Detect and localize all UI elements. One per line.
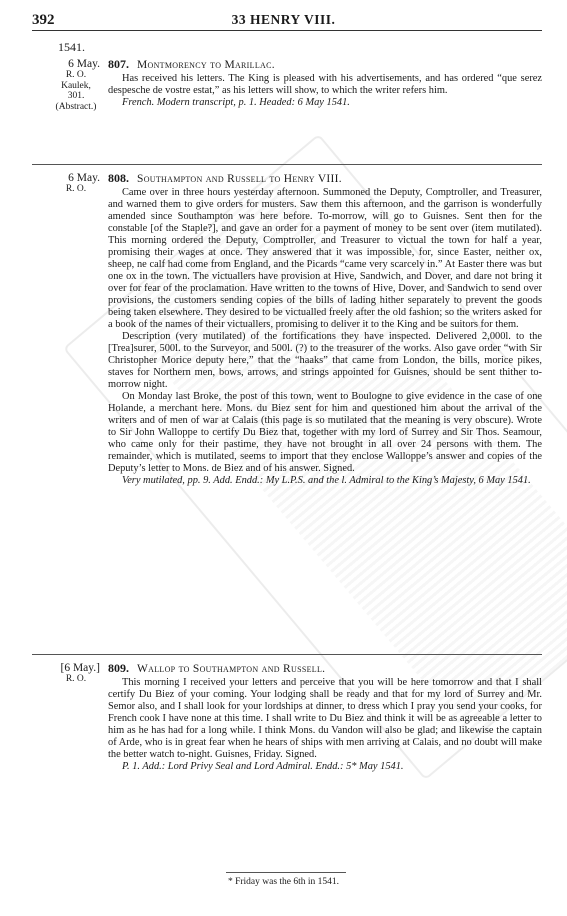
entry-margin: [32, 58, 100, 112]
entry-source-ref: R. O.: [65, 70, 87, 80]
entry-source-ref: R. O.: [65, 184, 87, 194]
entry-date: [6 May.]: [60, 662, 100, 674]
entry-margin: [32, 172, 100, 195]
footnote-rule: [226, 872, 346, 873]
entry-number: 807.: [108, 57, 129, 71]
entry-title: [108, 58, 542, 71]
entry-source-ref: (Abstract.): [55, 101, 97, 112]
entry-heading: Southampton and Russell to Henry VIII.: [137, 173, 342, 185]
entry-date: 6 May.: [68, 172, 100, 184]
entry-body: [108, 58, 542, 109]
entry-source-ref: Kaulek, 301.: [61, 80, 91, 101]
year-label: 1541.: [58, 40, 85, 54]
page-header: [0, 6, 567, 28]
entry-margin: [32, 662, 100, 685]
header-rule: [32, 30, 542, 31]
entry-separator: [32, 654, 542, 655]
entry-paragraph: This morning I received your letters and perceive that you will be here tomorrow and that I shall certify Du Biez of your coming. Your lodging shall be ready and that for my lord of Surrey and Mr. Semor also, and I shall look for your lordships at dinner, to dress which I pray you send your cooks, for French cook I have none at this time. I shall write to Du Biez and think it will be as agreeable a letter to him as he has had for a long while. I think Mons. du Vandon will also be glad; and likewise the captain of Arde, who is in great fear when he hears of ships with men arriving at Calais, and no doubt will make the better watch to-night. Guisnes, Friday. Signed.: [108, 677, 542, 760]
entry-title: [108, 662, 542, 675]
entry-paragraph: Came over in three hours yesterday afternoon. Summoned the Deputy, Comptroller, and Treasurer, and warned them to give orders for musters. Saw them this afternoon, and the garrison is wonderfully amended since Southampton was here before. To-morrow, will go to Guisnes. Sent then for the constable [of the Staple?], and gave an order for a payment of money to be sent over (item mutilated). This morning ordered the Deputy, Comptroller, and Treasurer to victual the town for half a year, promising their wages at once. They answered that it was impossible, for, since Easter, neither ox, sheep, ne calf had come from England, and the Picards “came very scarcely in.” At Easter there was but one ox in the town. The victuallers have provision at Hive, Sandwich, and Dover, and dare not bring it over for fear of the proclamation. Have written to the towns of Hive, Dover, and Sandwich to send over provisions, the customers sending copies of the bills of lading hither separately to prevent the goods being taken elsewhere. They desired to be victualled freely after the old fashion; so the writers asked for a book of the names of their victuallers, promising to deliver it to the King and be suitors for them.: [108, 187, 542, 330]
entry-source-line: French. Modern transcript, p. 1. Headed: 6 May 1541.: [122, 97, 350, 108]
entry-heading: Montmorency to Marillac.: [137, 59, 275, 71]
entry-source-line: P. 1. Add.: Lord Privy Seal and Lord Admiral. Endd.: 5* May 1541.: [122, 761, 404, 772]
entry-date: 6 May.: [68, 58, 100, 70]
entry-number: 809.: [108, 661, 129, 675]
entry-paragraph: Has received his letters. The King is pleased with his advertisements, and has ordered “que serez despesche de vostre estat,” as his letters will show, to which the writer refers him.: [108, 73, 542, 96]
entry-number: 808.: [108, 171, 129, 185]
entry-paragraph: Description (very mutilated) of the fortifications they have inspected. Delivered 2,000l. to the [Trea]surer, 500l. to the Surveyor, and 500l. (?) to the treasurer of the works. Also gave order “with Sir Christopher Morice deputy here,” that the “haaks” that came from London, the bills, morice pikes, staves for Northern men, bows, arrows, and strings appointed for Guisnes, should be sent thither to-morrow night.: [108, 331, 542, 390]
entry-heading: Wallop to Southampton and Russell.: [137, 663, 326, 675]
entry-body: [108, 172, 542, 487]
entry-source-ref: R. O.: [65, 674, 87, 684]
entry-title: [108, 172, 542, 185]
entry-source-line: Very mutilated, pp. 9. Add. Endd.: My L.P.S. and the l. Admiral to the King’s Majesty, 6 May 1541.: [122, 475, 531, 486]
entry-body: [108, 662, 542, 773]
entry-separator: [32, 164, 542, 165]
entry-paragraph: On Monday last Broke, the post of this town, went to Boulogne to give evidence in the case of one Holande, a merchant here. Mons. du Biez sent for him and questioned him about the arrival of the writers and of men of war at Calais (this page is so mutilated that the meaning is very obscure). Wrote to Sir John Walloppe to certify Du Biez that, together with my lord of Surrey and Sir Thos. Seamour, who came only for their pastime, they have not brought in all over 24 persons with them. The remainder, which is mutilated, seems to import that they enclose Walloppe’s answer and copies of the Deputy’s letter to Mons. de Biez and of his answer. Signed.: [108, 391, 542, 474]
page-number: 392: [32, 12, 55, 28]
footnote: * Friday was the 6th in 1541.: [227, 877, 340, 887]
running-head: 33 HENRY VIII.: [231, 12, 336, 27]
